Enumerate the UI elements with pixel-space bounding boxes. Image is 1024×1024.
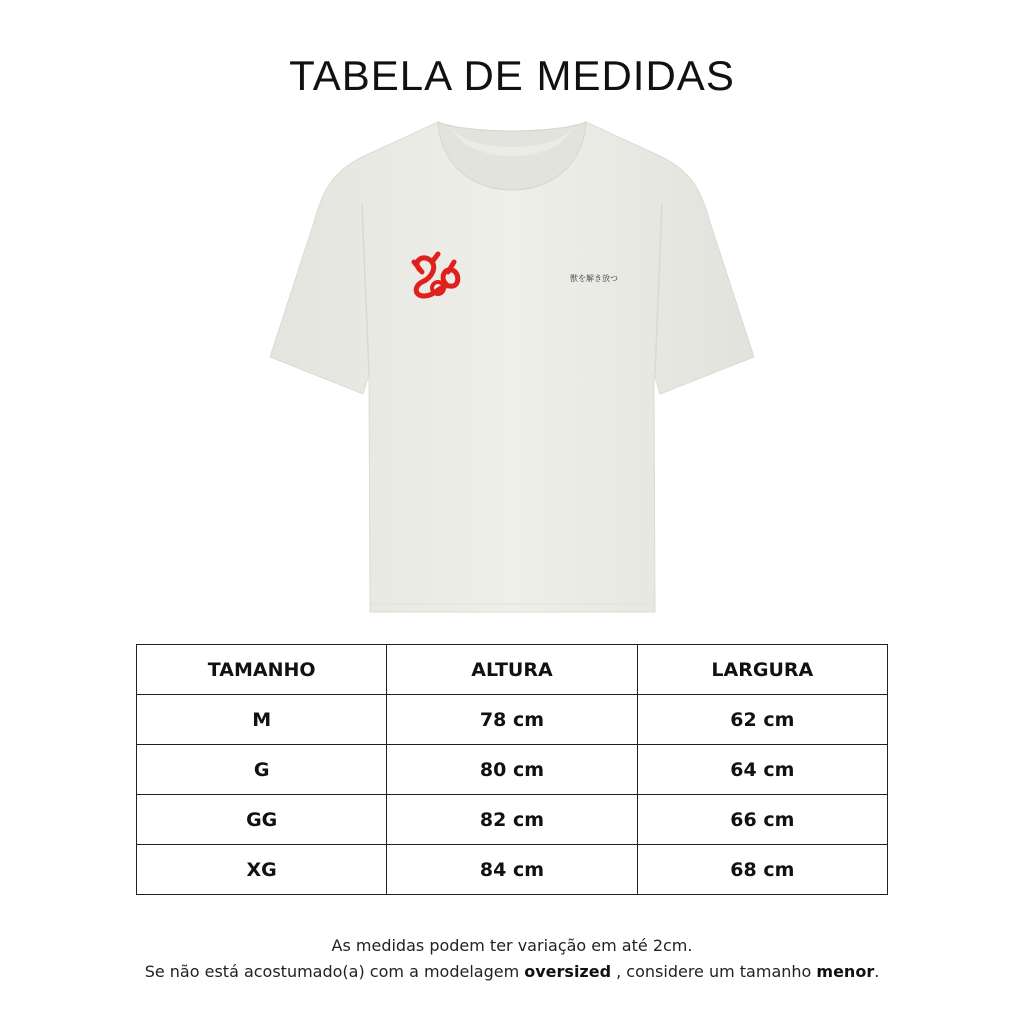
tshirt-body <box>270 122 754 612</box>
table-row <box>137 845 888 895</box>
cell-width: 68 cm <box>637 845 887 895</box>
note-middle: , considere um tamanho <box>611 962 817 981</box>
cell-size: G <box>137 745 387 795</box>
table-row <box>137 795 888 845</box>
tshirt-icon <box>262 112 762 617</box>
note-suffix: . <box>874 962 880 981</box>
cell-size: M <box>137 695 387 745</box>
page-title: TABELA DE MEDIDAS <box>289 52 735 99</box>
header-largura: LARGURA <box>637 645 887 695</box>
size-table <box>136 644 888 895</box>
tshirt-image <box>262 112 762 617</box>
cell-width: 66 cm <box>637 795 887 845</box>
note-prefix: Se não está acostumado(a) com a modelagem <box>144 962 525 981</box>
note-menor: menor <box>816 962 875 981</box>
cell-size: GG <box>137 795 387 845</box>
chest-print-text: 獣を解き放つ <box>570 274 618 283</box>
oversized-note <box>0 961 1024 983</box>
cell-height: 80 cm <box>387 745 637 795</box>
table-header-row <box>137 645 888 695</box>
cell-width: 64 cm <box>637 745 887 795</box>
note-oversized: oversized <box>524 962 612 981</box>
variation-note: As medidas podem ter variação em até 2cm. <box>331 936 693 955</box>
cell-size: XG <box>137 845 387 895</box>
cell-height: 78 cm <box>387 695 637 745</box>
cell-width: 62 cm <box>637 695 887 745</box>
table-row <box>137 745 888 795</box>
cell-height: 84 cm <box>387 845 637 895</box>
header-tamanho: TAMANHO <box>137 645 387 695</box>
header-altura: ALTURA <box>387 645 637 695</box>
cell-height: 82 cm <box>387 795 637 845</box>
table-row <box>137 695 888 745</box>
